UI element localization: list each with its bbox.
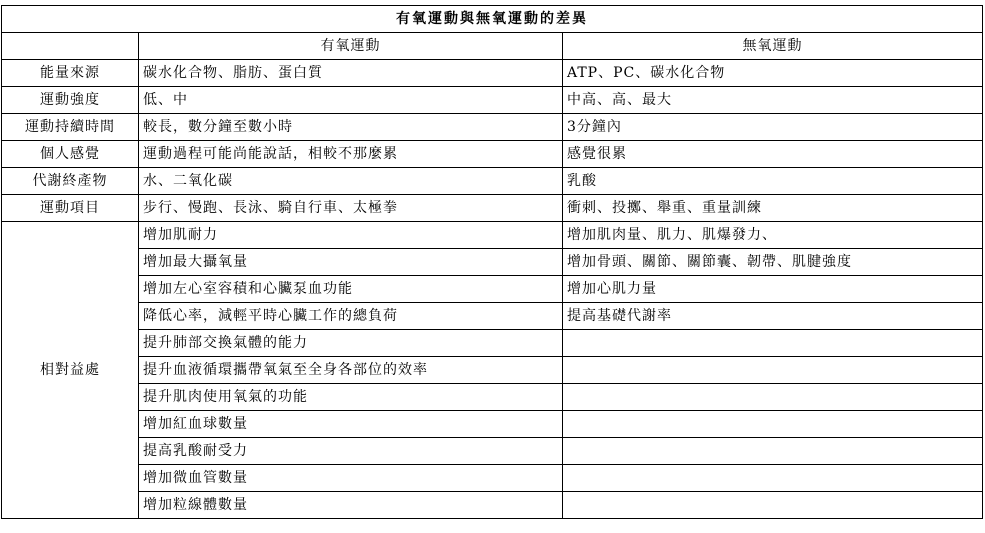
benefit-anaerobic-cell: 增加肌肉量、肌力、肌爆發力、 — [563, 222, 983, 249]
header-anaerobic: 無氧運動 — [563, 33, 983, 60]
table-row — [2, 87, 983, 114]
header-empty-cell — [2, 33, 139, 60]
benefit-anaerobic-cell: 增加心肌力量 — [563, 276, 983, 303]
row-label: 能量來源 — [2, 60, 139, 87]
benefit-anaerobic-cell: 提高基礎代謝率 — [563, 303, 983, 330]
header-row — [2, 33, 983, 60]
aerobic-cell: 低、中 — [139, 87, 563, 114]
benefit-anaerobic-cell — [563, 384, 983, 411]
benefit-aerobic-cell: 提升肺部交換氣體的能力 — [139, 330, 563, 357]
table-row — [2, 168, 983, 195]
benefit-anaerobic-cell — [563, 330, 983, 357]
benefit-row — [2, 303, 983, 330]
benefit-anaerobic-cell — [563, 411, 983, 438]
benefit-row — [2, 411, 983, 438]
benefit-row — [2, 465, 983, 492]
benefit-anaerobic-cell — [563, 438, 983, 465]
comparison-table — [1, 5, 983, 519]
benefit-aerobic-cell: 增加左心室容積和心臟泵血功能 — [139, 276, 563, 303]
aerobic-cell: 碳水化合物、脂肪、蛋白質 — [139, 60, 563, 87]
anaerobic-cell: 中高、高、最大 — [563, 87, 983, 114]
table-row — [2, 141, 983, 168]
aerobic-cell: 運動過程可能尚能說話，相較不那麼累 — [139, 141, 563, 168]
benefit-anaerobic-cell: 增加骨頭、關節、關節囊、韌帶、肌腱強度 — [563, 249, 983, 276]
benefit-aerobic-cell: 提升肌肉使用氧氣的功能 — [139, 384, 563, 411]
comparison-table-body — [2, 6, 983, 519]
row-label: 運動強度 — [2, 87, 139, 114]
table-row — [2, 60, 983, 87]
header-aerobic: 有氧運動 — [139, 33, 563, 60]
benefit-row — [2, 384, 983, 411]
anaerobic-cell: 衝刺、投擲、舉重、重量訓練 — [563, 195, 983, 222]
benefit-aerobic-cell: 增加最大攝氧量 — [139, 249, 563, 276]
benefit-anaerobic-cell — [563, 357, 983, 384]
benefit-aerobic-cell: 增加紅血球數量 — [139, 411, 563, 438]
benefit-anaerobic-cell — [563, 492, 983, 519]
table-title: 有氧運動與無氧運動的差異 — [2, 6, 983, 33]
aerobic-cell: 較長，數分鐘至數小時 — [139, 114, 563, 141]
aerobic-cell: 步行、慢跑、長泳、騎自行車、太極拳 — [139, 195, 563, 222]
aerobic-cell: 水、二氧化碳 — [139, 168, 563, 195]
benefit-aerobic-cell: 降低心率，減輕平時心臟工作的總負荷 — [139, 303, 563, 330]
benefit-row — [2, 222, 983, 249]
row-label: 運動持續時間 — [2, 114, 139, 141]
anaerobic-cell: 3分鐘內 — [563, 114, 983, 141]
table-row — [2, 195, 983, 222]
anaerobic-cell: ATP、PC、碳水化合物 — [563, 60, 983, 87]
anaerobic-cell: 乳酸 — [563, 168, 983, 195]
title-row — [2, 6, 983, 33]
benefit-row — [2, 438, 983, 465]
benefit-aerobic-cell: 增加肌耐力 — [139, 222, 563, 249]
benefit-row — [2, 492, 983, 519]
table-row — [2, 114, 983, 141]
benefit-aerobic-cell: 增加粒線體數量 — [139, 492, 563, 519]
benefit-aerobic-cell: 增加微血管數量 — [139, 465, 563, 492]
benefit-aerobic-cell: 提升血液循環攜帶氧氣至全身各部位的效率 — [139, 357, 563, 384]
anaerobic-cell: 感覺很累 — [563, 141, 983, 168]
benefit-row — [2, 276, 983, 303]
benefit-row — [2, 330, 983, 357]
row-label: 代謝終產物 — [2, 168, 139, 195]
row-label: 個人感覺 — [2, 141, 139, 168]
benefit-row — [2, 249, 983, 276]
benefits-label: 相對益處 — [2, 222, 139, 519]
benefit-row — [2, 357, 983, 384]
row-label: 運動項目 — [2, 195, 139, 222]
benefit-anaerobic-cell — [563, 465, 983, 492]
benefit-aerobic-cell: 提高乳酸耐受力 — [139, 438, 563, 465]
